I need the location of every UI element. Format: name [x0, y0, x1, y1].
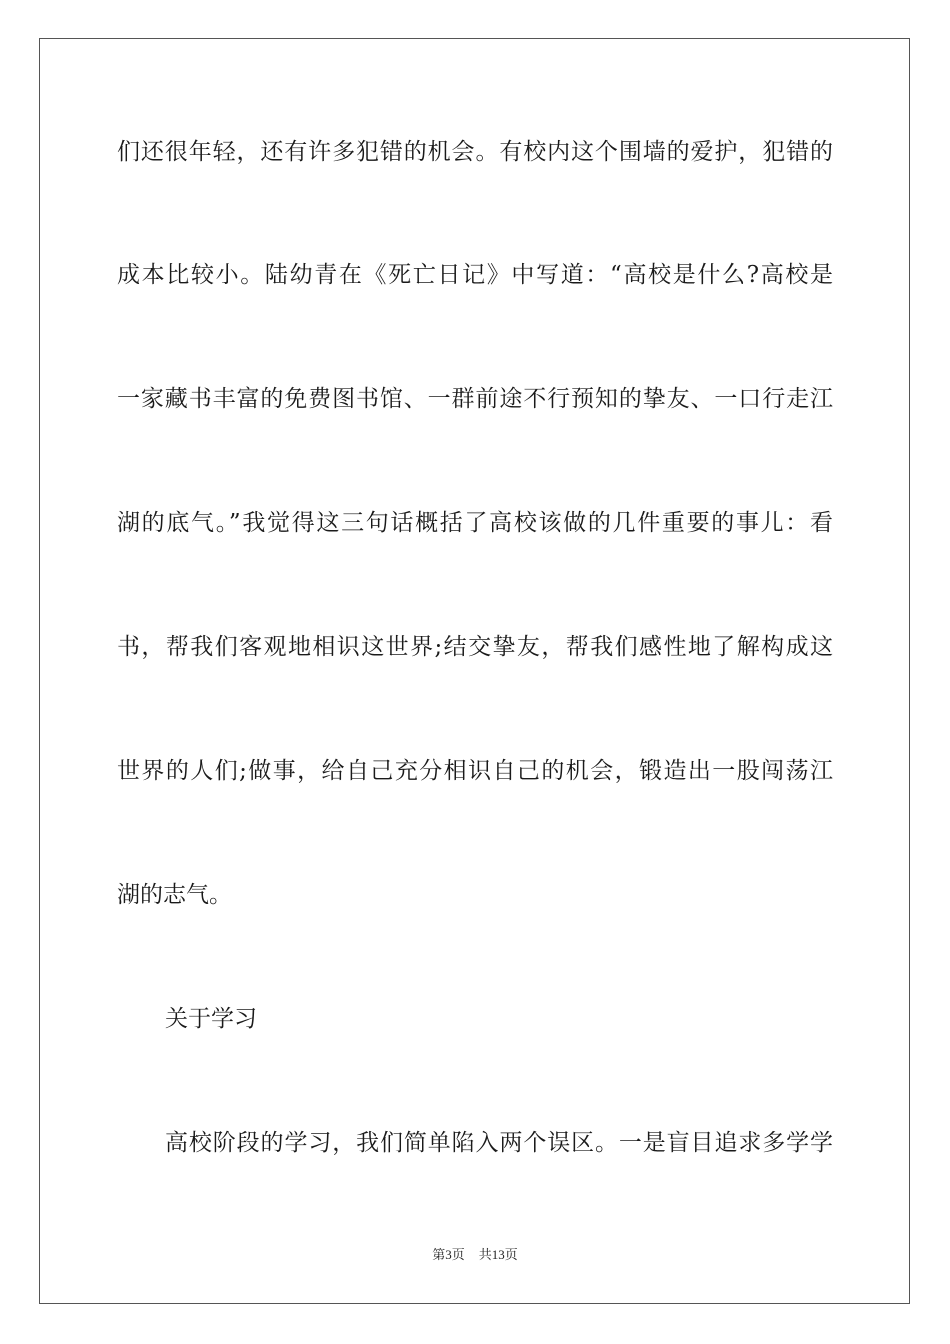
text-line: 书，帮我们客观地相识这世界;结交挚友，帮我们感性地了解构成这: [117, 634, 833, 660]
page-footer: [0, 1245, 950, 1265]
section-heading: 关于学习: [165, 1006, 257, 1032]
page-number: 第3页: [432, 1247, 465, 1262]
text-line: 一家藏书丰富的免费图书馆、一群前途不行预知的挚友、一口行走江: [117, 386, 833, 412]
text-line: 世界的人们;做事，给自己充分相识自己的机会，锻造出一股闯荡江: [117, 758, 833, 784]
paragraph-first-line: 高校阶段的学习，我们简单陷入两个误区。一是盲目追求多学学: [165, 1130, 833, 1156]
text-line: 湖的底气。”我觉得这三句话概括了高校该做的几件重要的事儿：看: [117, 510, 833, 536]
text-line: 们还很年轻，还有许多犯错的机会。有校内这个围墙的爱护，犯错的: [117, 139, 833, 165]
text-line: 湖的志气。: [117, 882, 232, 908]
page-border: [39, 38, 910, 1304]
page-total: 共13页: [478, 1247, 518, 1262]
text-line: 成本比较小。陆幼青在《死亡日记》中写道：“高校是什么?高校是: [117, 262, 833, 288]
